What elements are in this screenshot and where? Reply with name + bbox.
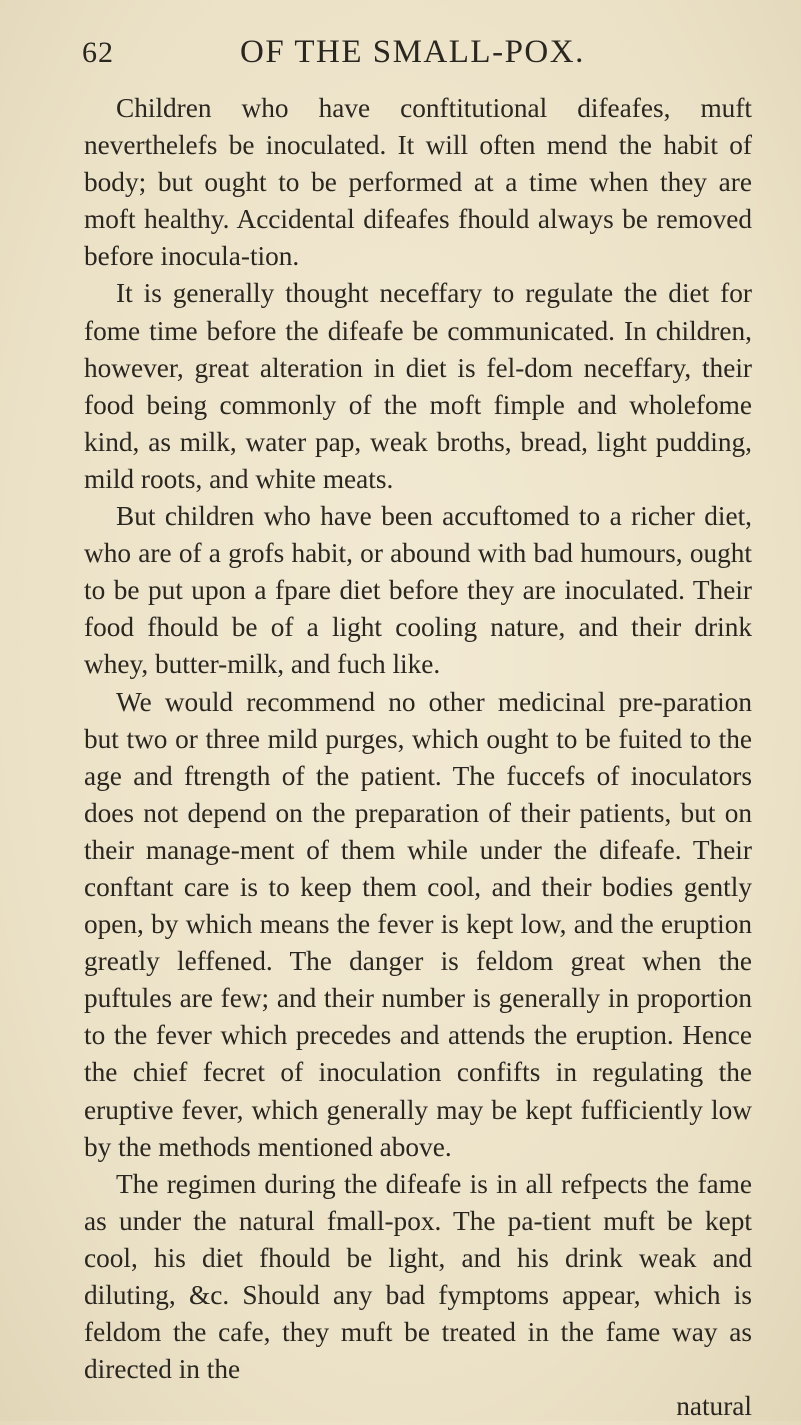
paragraph: We would recommend no other medicinal pre-paration but two or three mild purges, which ought to be fuited to the age and ftrength of the patient. The fuccefs of inoculators does not depend on the preparation of their patients, but on their manage-ment of them while under the difeafe. Their conftant care is to keep them cool, and their bodies gently open, by which means the fever is kept low, and the eruption greatly leffened. The danger is feldom great when the puftules are few; and their number is generally in proportion to the fever which precedes and attends the eruption. Hence the chief fecret of inoculation confifts in regulating the eruptive fever, which generally may be kept fufficiently low by the methods mentioned above. bbox=[84, 686, 752, 1162]
page-number: 62 bbox=[82, 36, 114, 69]
paragraph: The regimen during the difeafe is in all refpects the fame as under the natural fmall-pox. The pa-tient muft be kept cool, his diet fhould be light, and his drink weak and diluting, &c. Should any bad fymptoms appear, which is feldom the cafe, they muft be treated in the fame way as directed in the bbox=[84, 1168, 752, 1385]
paragraph: It is generally thought neceffary to regulate the diet for fome time before the difeafe be communicated. In children, however, great alteration in diet is fel-dom neceffary, their food being commonly of the moft fimple and wholefome kind, as milk, water pap, weak broths, bread, light pudding, mild roots, and white meats. bbox=[84, 278, 752, 494]
page-header bbox=[54, 30, 754, 90]
running-title: OF THE SMALL-POX. bbox=[240, 34, 585, 70]
paragraph: Children who have conftitutional difeafes, muft neverthelefs be inoculated. It will often mend the habit of body; but ought to be performed at a time when they are moft healthy. Accidental difeafes fhould always be removed before inocula-tion. bbox=[84, 93, 752, 272]
catchword: natural bbox=[676, 1391, 752, 1422]
book-page bbox=[54, 30, 754, 1425]
paragraph: But children who have been accuftomed to a richer diet, who are of a grofs habit, or abound with bad humours, ought to be put upon a fpare diet before they are inoculated. Their food fhould be of a light cooling nature, and their drink whey, butter-milk, and fuch like. bbox=[84, 501, 752, 680]
body-text bbox=[84, 90, 752, 1425]
